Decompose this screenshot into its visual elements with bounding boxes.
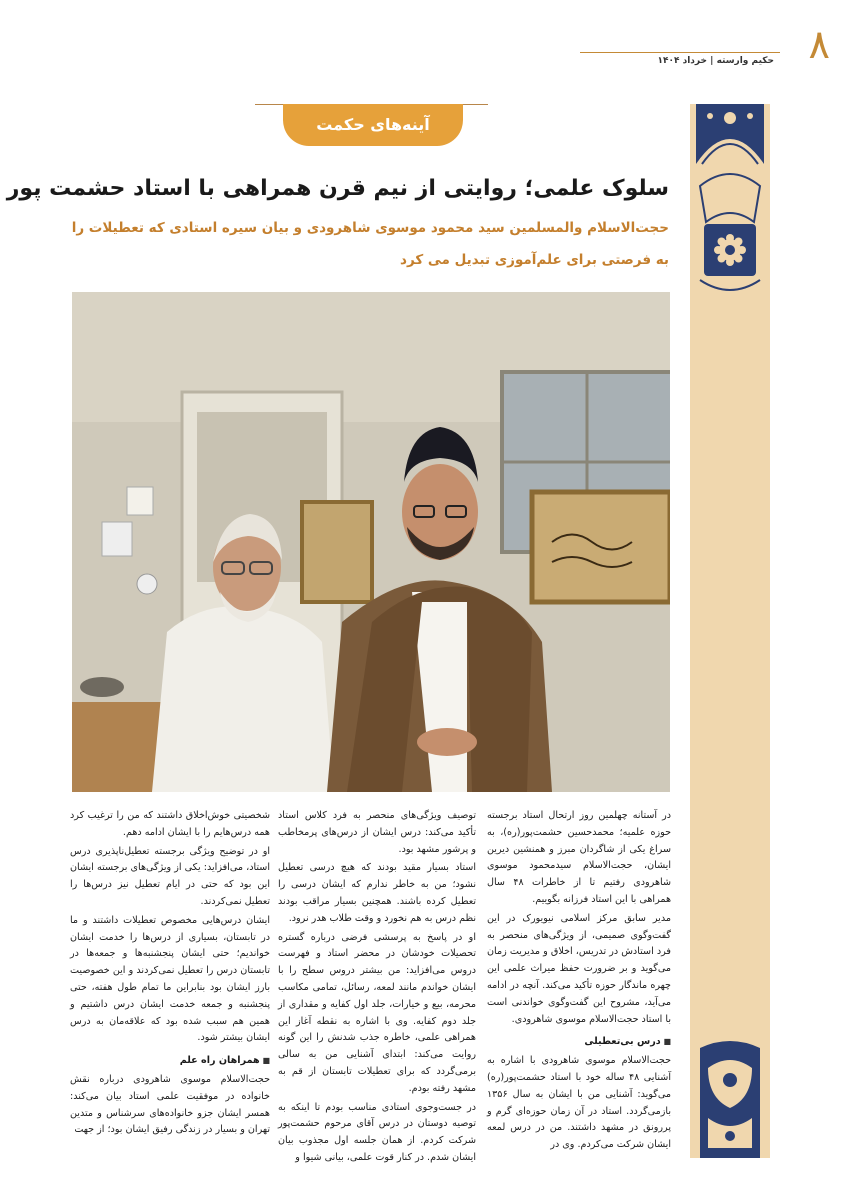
header-divider (580, 52, 780, 53)
article-title: سلوک علمی؛ روایتی از نیم قرن همراهی با استاد حشمت پور (6, 176, 669, 201)
section-label: آینه‌های حکمت (283, 104, 463, 146)
paragraph: در جست‌وجوی استادی مناسب بودم تا اینکه به توصیه دوستان در درس آقای مرحوم حشمت‌پور شرکت کردم. از همان جلسه اول مجذوب بیان ایشان شدم. در کنار قوت علمی، بیانی شیوا و (278, 1101, 476, 1163)
paragraph: حجت‌الاسلام موسوی شاهرودی درباره نقش خانواده در موفقیت علمی استاد بیان می‌کند: همسر ایشان جزو خانواده‌های سرشناس و متدین تهران و بسیار در زندگی رفیق ایشان بود؛ از جهت (70, 1073, 270, 1136)
paragraph: او در پاسخ به پرسشی فرضی درباره گستره تحصیلات خودشان در محضر استاد و فهرست دروس می‌افزاید: من بیشتر دروس سطح را با ایشان خواندم مانند لمعه، رسائل، تمامی مکاسب محرمه، بیع و خیارات، جلد اول کفایه و مقداری از جلد دوم کفایه. وی با اشاره به نقطه آغاز این همراهی علمی، خاطره جذب شدنش را این گونه روایت می‌کند: ابتدای آشنایی من به سالی برمی‌گردد که برای تعطیلات تابستان از قم به مشهد رفته بودم. (278, 931, 476, 1094)
paragraph: او در توضیح ویژگی برجسته تعطیل‌ناپذیری درس استاد، می‌افزاید: یکی از ویژگی‌های برجسته ایشان این بود که حتی در ایام تعطیل نیز درس‌ها را تعطیل نمی‌کردند. (70, 845, 270, 907)
page-header (560, 22, 830, 72)
paragraph: مدیر سابق مرکز اسلامی نیویورک در این گفت‌وگوی صمیمی، از ویژگی‌های منحصر به فرد استادش در تدریس، اخلاق و مدیریت زمان می‌گوید و بر ضرورت حفظ میراث علمی این چهره ماندگار حوزه تأکید می‌کند. آنچه در ادامه می‌آید، مشروح این گفت‌وگوی خواندنی است با استاد حجت‌الاسلام موسوی شاهرودی. (487, 912, 671, 1025)
paragraph: شخصیتی خوش‌اخلاق داشتند که من را ترغیب کرد همه درس‌هایم را با ایشان ادامه دهم. (70, 810, 270, 838)
paragraph: توصیف ویژگی‌های منحصر به فرد کلاس استاد تأکید می‌کند: درس ایشان از درس‌های پرمخاطب و پرشور مشهد بود. (278, 810, 476, 855)
page-number: ۸ (808, 22, 830, 68)
decorative-sidebar (690, 104, 770, 1158)
section-heading: ■ درس بی‌تعطیلی (487, 1034, 671, 1051)
paragraph: استاد بسیار مقید بودند که هیچ درسی تعطیل نشود؛ من به خاطر ندارم که ایشان درسی را تعطیل کرده باشند. همچنین بسیار مراقب بودند نظم درس به هم نخورد و وقت طلاب هدر نرود. (278, 862, 476, 924)
article-subtitle-line2: به فرصتی برای علم‌آموزی تبدیل می کرد (400, 252, 669, 268)
issue-info: حکیم وارسته | خرداد ۱۴۰۴ (657, 56, 774, 66)
islamic-ornament-bottom-icon (696, 1038, 764, 1158)
article-photo (72, 292, 670, 792)
article-column-right (487, 808, 671, 1156)
islamic-ornament-icon (696, 104, 764, 304)
paragraph: در آستانه چهلمین روز ارتحال استاد برجسته حوزه علمیه؛ محمدحسین حشمت‌پور(ره)، به سراغ یکی از شاگردان مبرز و همنشین دیرین ایشان، حجت‌الاسلام سیدمحمود موسوی شاهرودی رفتیم تا از خاطرات ۴۸ سال همراهی با این استاد فرزانه بگوییم. (487, 810, 671, 905)
section-heading: ■ همراهان راه علم (70, 1053, 270, 1070)
article-subtitle-line1: حجت‌الاسلام والمسلمین سید محمود موسوی شاهرودی و بیان سیره استادی که تعطیلات را (71, 220, 669, 236)
paragraph: حجت‌الاسلام موسوی شاهرودی با اشاره به آشنایی ۴۸ ساله خود با استاد حشمت‌پور(ره) می‌گوید: آشنایی من با ایشان به سال ۱۳۵۶ بازمی‌گردد. استاد در آن زمان حوزه‌ای گرم و پررونق در مشهد داشتند. من در درس لمعه ایشان شرکت می‌کردم. وی در (487, 1055, 671, 1151)
article-column-left (70, 808, 270, 1141)
paragraph: ایشان درس‌هایی مخصوص تعطیلات داشتند و ما در تابستان، بسیاری از درس‌ها را خدمت ایشان خواندیم؛ حتی ایشان پنجشنبه‌ها و جمعه‌ها در تابستان درس را تعطیل نمی‌کردند و این خصوصیت بارز ایشان بود بنابراین ما تمام طول هفته، حتی پنجشنبه و جمعه خدمت ایشان درس داشتیم و همین هم سبب شده بود که علاقه‌مان به درس ایشان بیشتر شود. (70, 914, 270, 1044)
article-column-middle (278, 808, 476, 1169)
two-men-portrait-icon (72, 292, 670, 792)
